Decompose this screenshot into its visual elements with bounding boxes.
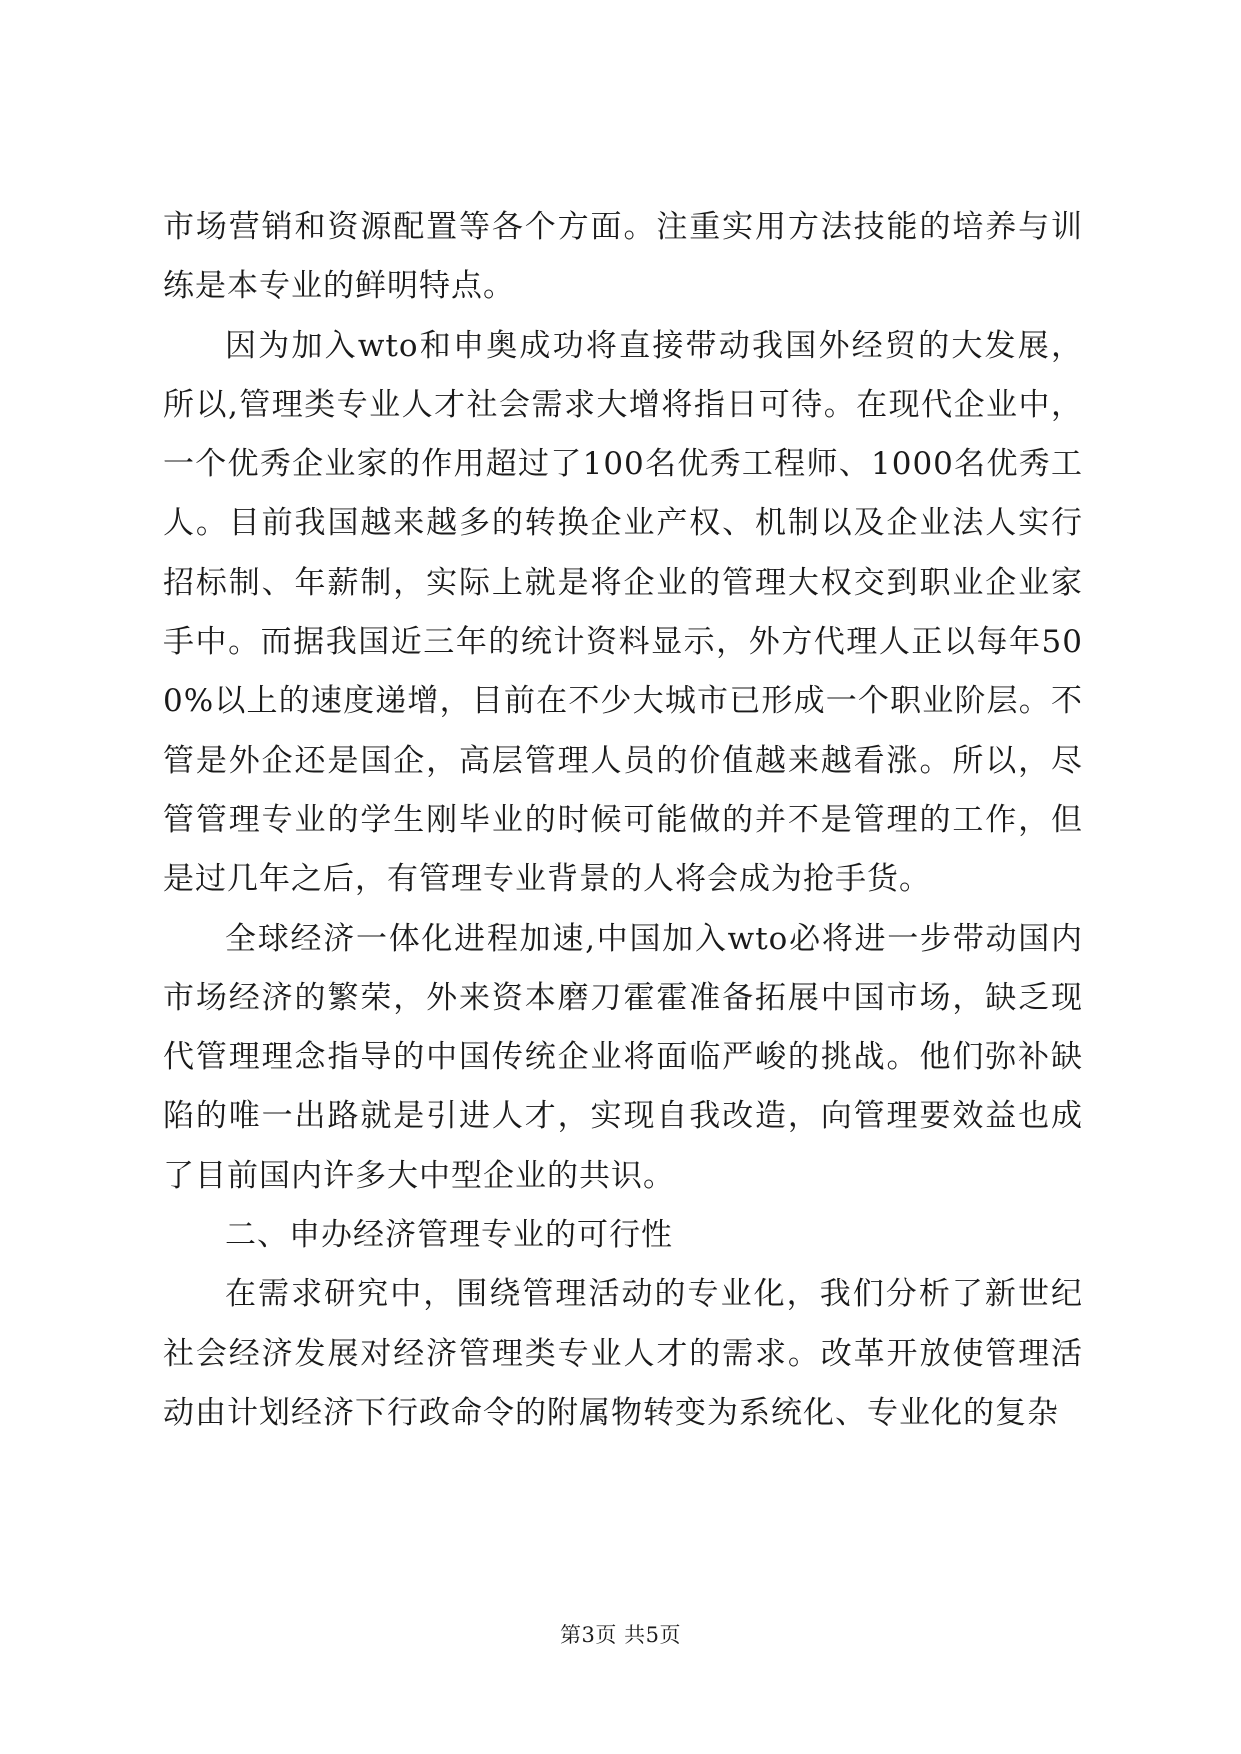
paragraph-3: 全球经济一体化进程加速,中国加入wto必将进一步带动国内市场经济的繁荣，外来资本磨刀霍霍准备拓展中国市场，缺乏现代管理理念指导的中国传统企业将面临严峻的挑战。他们弥补缺陷的唯一出路就是引进人才，实现自我改造，向管理要效益也成了目前国内许多大中型企业的共识。: [163, 920, 1083, 1194]
paragraph-4: 在需求研究中，围绕管理活动的专业化，我们分析了新世纪社会经济发展对经济管理类专业人才的需求。改革开放使管理活动由计划经济下行政命令的附属物转变为系统化、专业化的复杂: [163, 1276, 1083, 1431]
paragraph-1: 市场营销和资源配置等各个方面。注重实用方法技能的培养与训练是本专业的鲜明特点。: [163, 209, 1083, 305]
paragraph-2: 因为加入wto和申奥成功将直接带动我国外经贸的大发展，所以,管理类专业人才社会需求大增将指日可待。在现代企业中，一个优秀企业家的作用超过了100名优秀工程师、1000名优秀工人。目前我国越来越多的转换企业产权、机制以及企业法人实行招标制、年薪制，实际上就是将企业的管理大权交到职业企业家手中。而据我国近三年的统计资料显示，外方代理人正以每年500%以上的速度递增，目前在不少大城市已形成一个职业阶层。不管是外企还是国企，高层管理人员的价值越来越看涨。所以，尽管管理专业的学生刚毕业的时候可能做的并不是管理的工作，但是过几年之后，有管理专业背景的人将会成为抢手货。: [163, 327, 1083, 898]
section-heading: 二、申办经济管理专业的可行性: [225, 1217, 673, 1254]
page-number-footer: 第3页 共5页: [560, 1623, 681, 1647]
document-body: [163, 198, 1083, 1443]
